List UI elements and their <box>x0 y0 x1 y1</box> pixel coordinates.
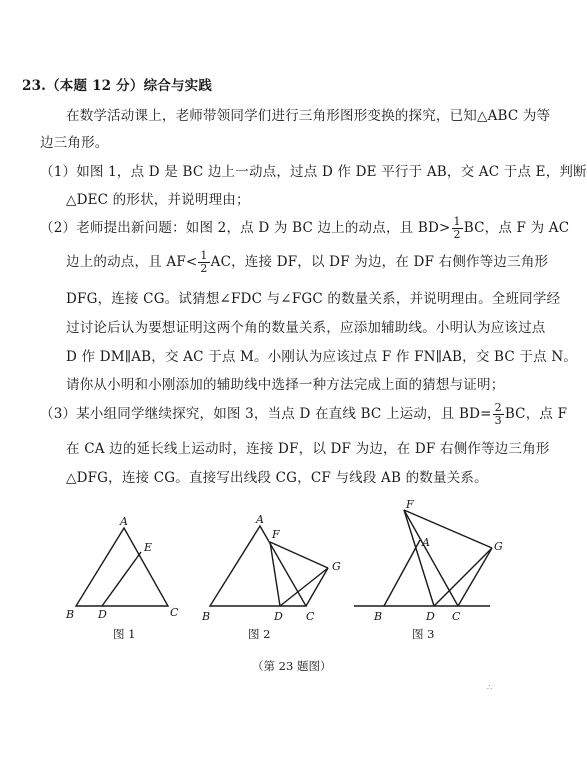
label-a: A <box>120 515 128 528</box>
fraction-numerator: 1 <box>453 215 461 228</box>
segment-fg <box>270 542 328 568</box>
label-f: F <box>272 528 280 541</box>
part2-line-5: D 作 DM∥AB，交 AC 于点 M。小刚认为应该过点 F 作 FN∥AB，交 BC 于点 N。 <box>66 349 578 365</box>
figure-3-caption: 图 3 <box>412 627 435 641</box>
fraction-two-thirds <box>493 402 504 427</box>
label-d: D <box>426 610 435 623</box>
segment-fg <box>404 510 492 548</box>
segment-cf <box>404 510 458 606</box>
intro-line-2: 边三角形。 <box>40 135 109 151</box>
scan-speck: ∴ <box>487 683 493 692</box>
label-b: B <box>202 610 211 623</box>
label-c: C <box>452 610 461 623</box>
segment-de <box>102 552 141 606</box>
label-d: D <box>274 610 283 623</box>
figure-2-caption: 图 2 <box>248 627 271 641</box>
figure-3 <box>350 496 503 630</box>
fraction-one-half <box>452 216 463 241</box>
part2-line-2 <box>66 250 548 275</box>
triangle-abc <box>76 528 168 606</box>
fraction-numerator: 2 <box>494 401 502 414</box>
part1-line-1: （1）如图 1，点 D 是 BC 边上一动点，过点 D 作 DE 平行于 AB，交 AC 于点 E，判断 <box>40 164 587 180</box>
part2-line-3: DFG，连接 CG。试猜想∠FDC 与∠FGC 的数量关系，并说明理由。全班同学经 <box>66 291 561 307</box>
segment-df <box>404 510 434 606</box>
label-d: D <box>98 608 107 621</box>
label-c: C <box>170 606 179 619</box>
part2-line-2-a: 边上的动点，且 AF< <box>66 254 198 270</box>
intro-line-1: 在数学活动课上，老师带领同学们进行三角形图形变换的探究，已知△ABC 为等 <box>66 108 551 124</box>
label-e: E <box>144 541 153 554</box>
fraction-numerator: 1 <box>200 249 208 262</box>
label-g: G <box>494 540 503 553</box>
label-b: B <box>374 610 383 623</box>
fraction-denominator: 2 <box>453 228 461 241</box>
figure-1-caption: 图 1 <box>113 627 136 641</box>
fraction-one-half <box>198 250 209 275</box>
part2-line-1-a: （2）老师提出新问题：如图 2，点 D 为 BC 边上的动点，且 BD> <box>40 220 451 236</box>
triangle-abc <box>210 526 306 606</box>
label-b: B <box>66 608 75 621</box>
part2-line-2-b: AC，连接 DF，以 DF 为边，在 DF 右侧作等边三角形 <box>210 254 549 270</box>
part3-line-2: 在 CA 边的延长线上运动时，连接 DF，以 DF 为边，在 DF 右侧作等边三角形 <box>66 441 550 457</box>
figure-1 <box>60 510 190 630</box>
figure-2 <box>196 508 356 630</box>
label-c: C <box>306 610 315 623</box>
part2-line-1-b: BC，点 F 为 AC <box>463 220 570 236</box>
label-a: A <box>256 513 264 526</box>
part1-line-2: △DEC 的形状，并说明理由； <box>66 192 250 208</box>
part3-line-3: △DFG，连接 CG。直接写出线段 CG，CF 与线段 AB 的数量关系。 <box>66 470 488 486</box>
fraction-denominator: 3 <box>494 414 502 427</box>
fraction-denominator: 2 <box>200 262 208 275</box>
part2-line-4: 过讨论后认为要想证明这两个角的数量关系，应添加辅助线。小明认为应该过点 <box>66 320 546 336</box>
label-a: A <box>422 536 430 549</box>
label-g: G <box>332 560 341 573</box>
label-f: F <box>406 498 414 511</box>
segment-cg <box>306 568 328 606</box>
part2-line-1 <box>40 216 569 241</box>
segment-ba <box>384 540 420 606</box>
figures-group-caption: （第 23 题图） <box>252 659 332 673</box>
part3-line-1-b: BC，点 F <box>504 406 568 422</box>
part2-line-6: 请你从小明和小刚添加的辅助线中选择一种方法完成上面的猜想与证明； <box>66 377 505 393</box>
part3-line-1-a: （3）某小组同学继续探究，如图 3，当点 D 在直线 BC 上运动，且 BD= <box>40 406 492 422</box>
part3-line-1 <box>40 402 567 427</box>
problem-heading: 23.（本题 12 分）综合与实践 <box>22 78 213 94</box>
